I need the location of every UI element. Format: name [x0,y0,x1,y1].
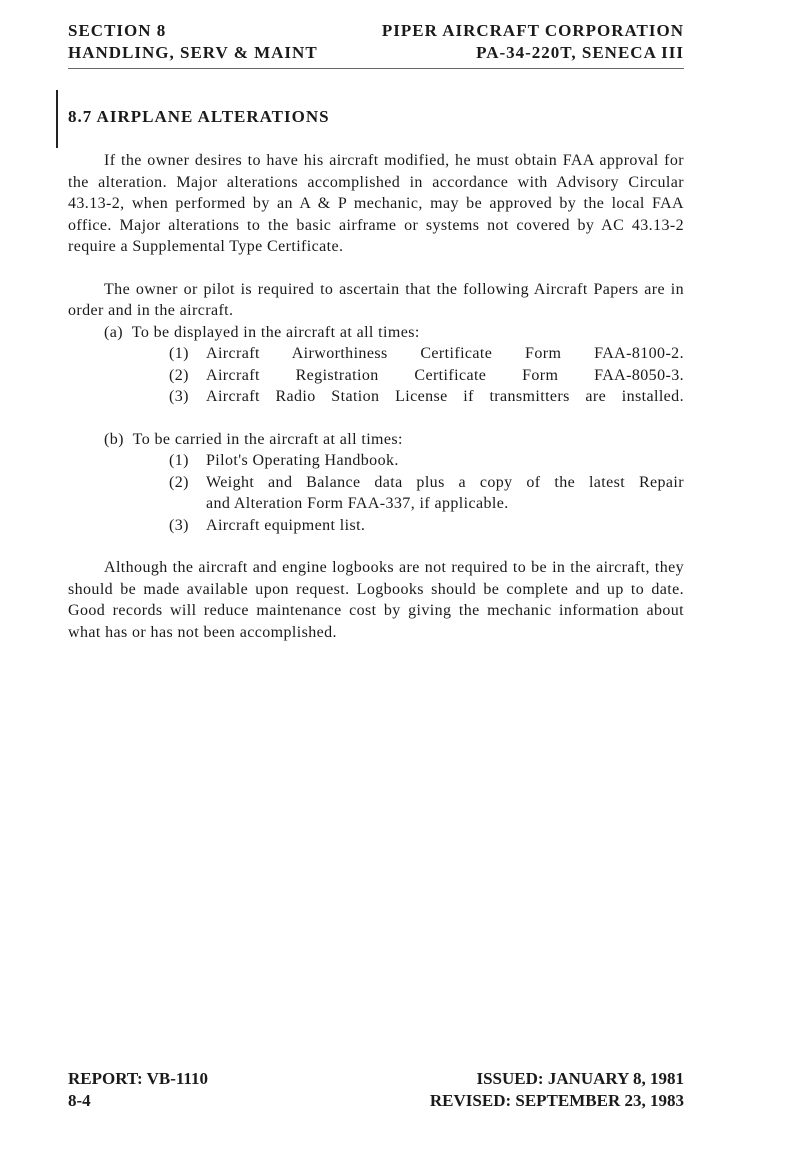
list-item-number: (1) [169,452,189,469]
section-title: 8.7 AIRPLANE ALTERATIONS [68,107,330,126]
footer-page-number: 8-4 [68,1091,91,1110]
list-item [68,515,684,537]
list-item-continuation [68,493,684,515]
list-item-text: and Alteration Form FAA-337, if applicable. [206,495,509,512]
list-item-number: (3) [169,516,189,534]
list-b-heading-text: To be carried in the aircraft at all times: [132,430,403,448]
list-a-heading-text: To be displayed in the aircraft at all times: [131,323,420,341]
footer-report: REPORT: VB-1110 [68,1069,208,1088]
list-item-number: (3) [169,388,189,405]
paragraph-logbooks-text: Although the aircraft and engine logbooks are not required to be in the aircraft, they should be made available upon request. Logbooks should be complete and up to date. Good records will reduce maintenance cost by giving the mechanic information about what has or has not been accomplished. [68,559,684,641]
header-company: PIPER AIRCRAFT CORPORATION [381,21,684,40]
header-rule [68,68,684,69]
section-body [68,150,684,643]
paragraph-alterations-text: If the owner desires to have his aircraft modified, he must obtain FAA approval for the alteration. Major alterations accomplished in accordance with Advisory Circular 43.13-2, when performed by an A & P mechanic, may be approved by the local FAA office. Major alterations to the basic airframe or systems not covered by AC 43.13-2 require a Supplemental Type Certificate. [68,152,684,255]
list-a-heading [68,322,684,344]
list-item-number: (2) [169,473,189,491]
list-item-number: (1) [169,345,189,362]
paragraph-logbooks [68,557,684,643]
footer-issued: ISSUED: JANUARY 8, 1981 [476,1069,684,1088]
revision-change-bar [56,90,58,148]
paragraph-papers-text: The owner or pilot is required to ascertain that the following Aircraft Papers are in order and in the aircraft. [68,280,684,319]
page-footer [68,1068,684,1112]
list-b-heading [68,429,684,451]
header-section: SECTION 8 [68,21,167,40]
list-item [68,386,684,408]
paragraph-papers [68,279,684,322]
list-item [68,450,684,472]
header-subsection: HANDLING, SERV & MAINT [68,43,318,62]
paragraph-alterations [68,150,684,258]
list-item-text: Aircraft Registration Certificate Form FAA-8050-3. [206,366,684,384]
list-item-text: Pilot's Operating Handbook. [206,452,399,469]
list-item [68,472,684,494]
list-item-number: (2) [169,366,189,384]
list-item-text: Aircraft equipment list. [206,516,366,534]
list-a-label: (a) [104,323,123,341]
header-model: PA-34-220T, SENECA III [476,43,684,62]
list-item-text: Weight and Balance data plus a copy of the latest Repair [206,473,684,491]
list-item-text: Aircraft Radio Station License if transmitters are installed. [206,388,684,405]
list-item-text: Aircraft Airworthiness Certificate Form FAA-8100-2. [206,345,684,362]
footer-revised: REVISED: SEPTEMBER 23, 1983 [429,1091,684,1110]
list-item [68,365,684,387]
list-item [68,343,684,365]
page-header [68,20,684,64]
list-b-label: (b) [104,430,124,448]
